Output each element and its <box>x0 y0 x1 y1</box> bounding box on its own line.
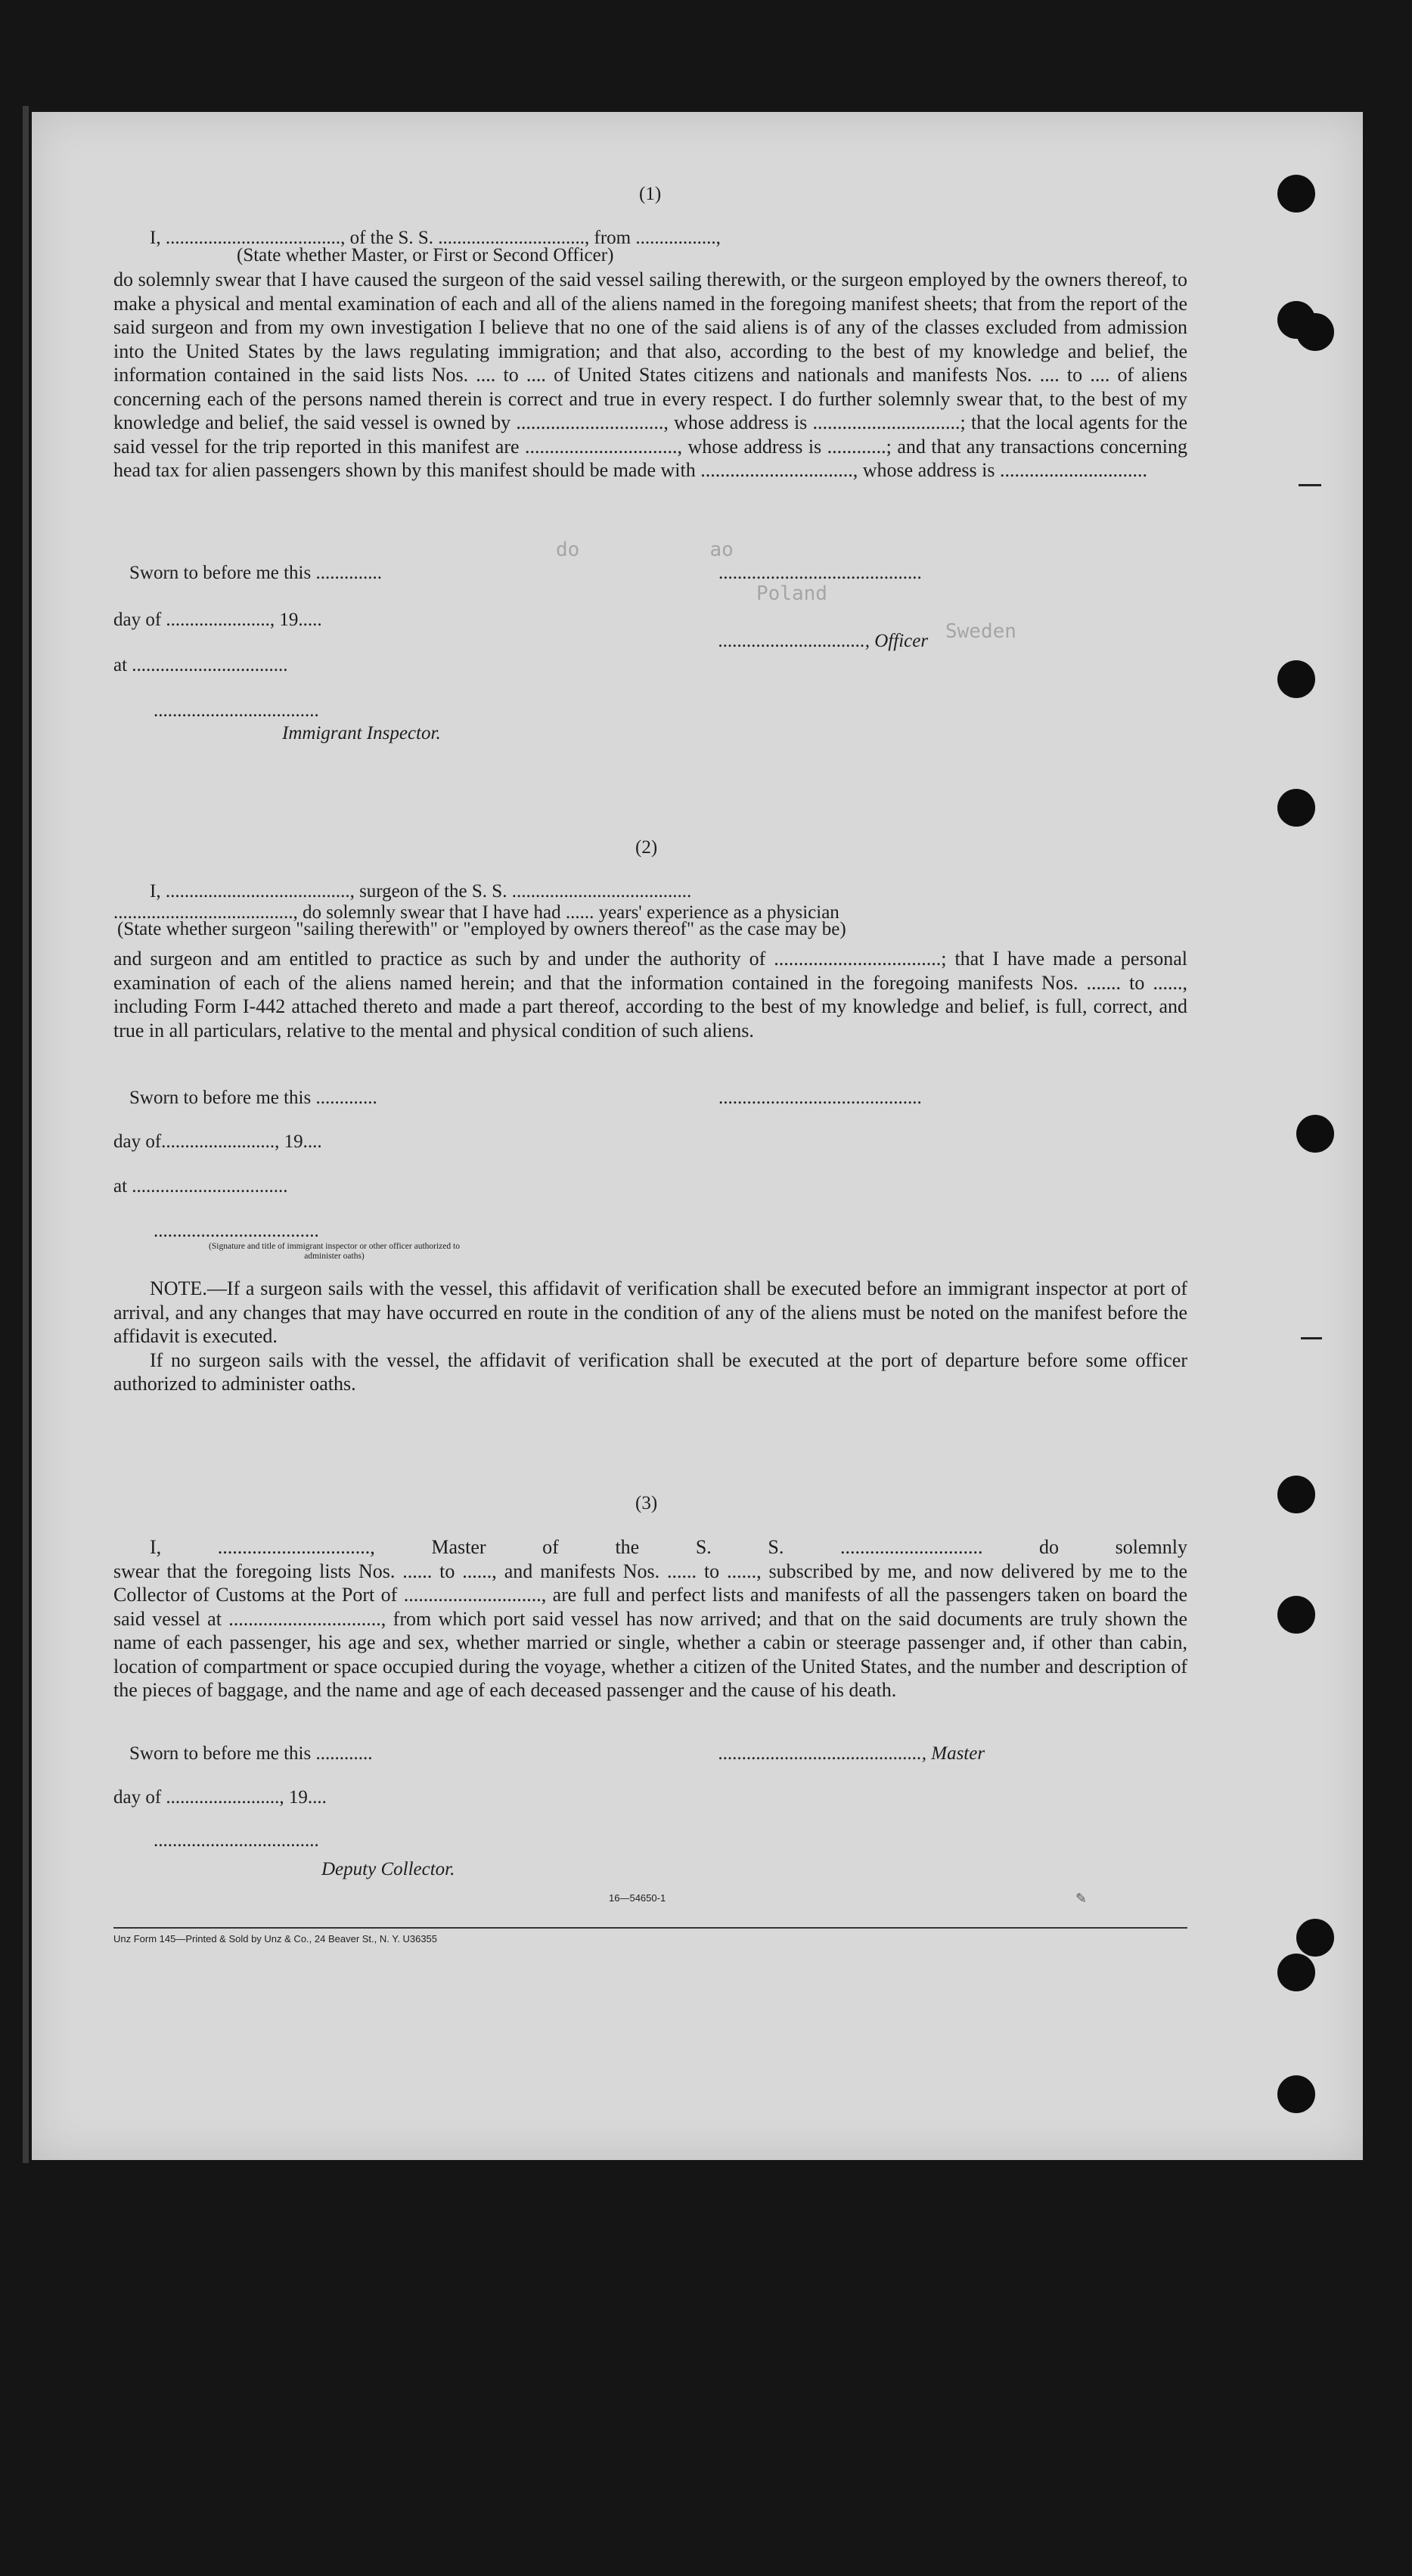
section1-officer-line: ..............................., Officer <box>718 631 929 651</box>
section2-number: (2) <box>635 837 658 858</box>
punch-hole <box>1277 2075 1315 2113</box>
bleed-through-text: do ao <box>556 538 734 561</box>
section3-day: day of ........................, 19.... <box>113 1787 327 1808</box>
punch-hole <box>1296 1115 1334 1153</box>
section2-note2: If no surgeon sails with the vessel, the affidavit of verification shall be executed at the port of departure before some officer authorized to administer oaths. <box>113 1349 1187 1395</box>
punch-hole <box>1296 313 1334 351</box>
form-code: 16—54650-1 <box>609 1892 666 1904</box>
section2-note1: NOTE.—If a surgeon sails with the vessel, this affidavit of verification shall be executed before an immigrant inspector at port of arrival, and any changes that may have occurred en route in the condition of any of the aliens must be noted on the manifest before the affidavit is executed. <box>113 1277 1187 1347</box>
section1-intro-line: I, ....................................., of the S. S. ..............................., from ................., <box>150 228 721 248</box>
bleed-through-text: Sweden <box>945 620 1016 643</box>
section1-paragraph: do solemnly swear that I have caused the surgeon of the said vessel sailing therewith, or the surgeon employed by the owners thereof, to make a physical and mental examination of each and all of the aliens named in the foregoing manifest sheets; that from the report of the said surgeon and from my own investigation I believe that no one of the said aliens is of any of the classes excluded from admission into the United States by the laws regulating immigration; and that also, according to the best of my knowledge and belief, the information contained in the said lists Nos. .... to .... of United States citizens and nationals and manifests Nos. .... to .... of aliens concerning each of the persons named therein is correct and true in every respect. I do further solemnly swear that, to the best of my knowledge and belief, the said vessel is owned by .............................., whose address is ..............................; that the local agents for the said vessel for the trip reported in this manifest are ..............................., whose address is ............; and that any transactions concerning head tax for alien passengers shown by this manifest should be made with ..............................., whose address is .............................. <box>113 268 1187 481</box>
section1-sig-line: ........................................... <box>718 563 922 583</box>
section2-note <box>113 1277 1187 1396</box>
section1-sworn: Sworn to before me this .............. <box>129 563 382 583</box>
footer-imprint: Unz Form 145—Printed & Sold by Unz & Co., 24 Beaver St., N. Y. U36355 <box>113 1933 438 1944</box>
section1-number: (1) <box>639 184 662 204</box>
punch-hole <box>1296 1919 1334 1957</box>
section1-intro-note: (State whether Master, or First or Second Officer) <box>237 245 614 265</box>
section3-first-line: I, ..............................., Master of the S. S. ............................. do solemnly <box>150 1536 1187 1558</box>
section1-at: at ................................. <box>113 655 288 675</box>
section2-sig-line-left: ................................... <box>154 1221 319 1241</box>
section2-line2: ......................................, do solemnly swear that I have had ...... years' experience as a physician <box>113 902 839 923</box>
section3-collector-line: ................................... <box>154 1830 319 1851</box>
punch-hole <box>1277 175 1315 213</box>
edge-mark <box>1299 484 1321 486</box>
footer-rule <box>113 1927 1187 1929</box>
section3-master-line: ..........................................., Master <box>718 1743 985 1764</box>
section2-sig-note: (Signature and title of immigrant inspector or other officer authorized to administer oaths) <box>209 1242 460 1261</box>
section2-paragraph: and surgeon and am entitled to practice as such by and under the authority of ..................................; that I have made a personal examination of each of the aliens named herein; and that the information contained in the foregoing manifests Nos. ....... to ......, including Form I-442 attached thereto and made a part thereof, according to the best of my knowledge and belief, is full, correct, and true in all particulars, relative to the mental and physical condition of such aliens. <box>113 948 1187 1041</box>
bleed-through-text: Poland <box>756 582 827 605</box>
section2-intro-line: I, ......................................., surgeon of the S. S. ...................................... <box>150 881 692 902</box>
section1-inspector-line: ................................... <box>154 700 319 721</box>
section2-body <box>113 947 1187 1042</box>
section1-body <box>113 268 1187 483</box>
edge-mark <box>1301 1337 1322 1339</box>
section2-sworn: Sworn to before me this ............. <box>129 1088 377 1108</box>
section2-day: day of........................, 19.... <box>113 1131 322 1152</box>
punch-hole <box>1277 1954 1315 1991</box>
section3-collector: Deputy Collector. <box>321 1859 455 1879</box>
section3-number: (3) <box>635 1493 658 1513</box>
section2-at: at ................................. <box>113 1176 288 1196</box>
section2-line2-note: (State whether surgeon "sailing therewith" or "employed by owners thereof" as the case may be) <box>117 919 846 939</box>
section1-inspector: Immigrant Inspector. <box>282 723 441 743</box>
section1-day: day of ......................, 19..... <box>113 610 322 630</box>
punch-hole <box>1277 1596 1315 1634</box>
pencil-mark: ✎ <box>1075 1891 1088 1906</box>
section3-sworn: Sworn to before me this ............ <box>129 1743 373 1764</box>
punch-hole <box>1277 789 1315 827</box>
page-edge-shadow <box>23 106 29 2163</box>
section2-sig-line: ........................................... <box>718 1088 922 1108</box>
section3-body <box>113 1535 1187 1702</box>
punch-hole <box>1277 1476 1315 1513</box>
section3-paragraph: swear that the foregoing lists Nos. ...... to ......, and manifests Nos. ...... to ......, subscribed by me, and now delivered by me to the Collector of Customs at the Port of ............................, are full and perfect lists and manifests of all the passengers taken on board the said vessel at ..............................., from which port said vessel has now arrived; and that on the said documents are truly shown the name of each passenger, his age and sex, whether married or single, whether a cabin or steerage passenger and, if other than cabin, location of compartment or space occupied during the voyage, whether a citizen of the United States, and the number and description of the pieces of baggage, and the name and age of each deceased passenger and the cause of his death. <box>113 1560 1187 1701</box>
punch-hole <box>1277 660 1315 698</box>
